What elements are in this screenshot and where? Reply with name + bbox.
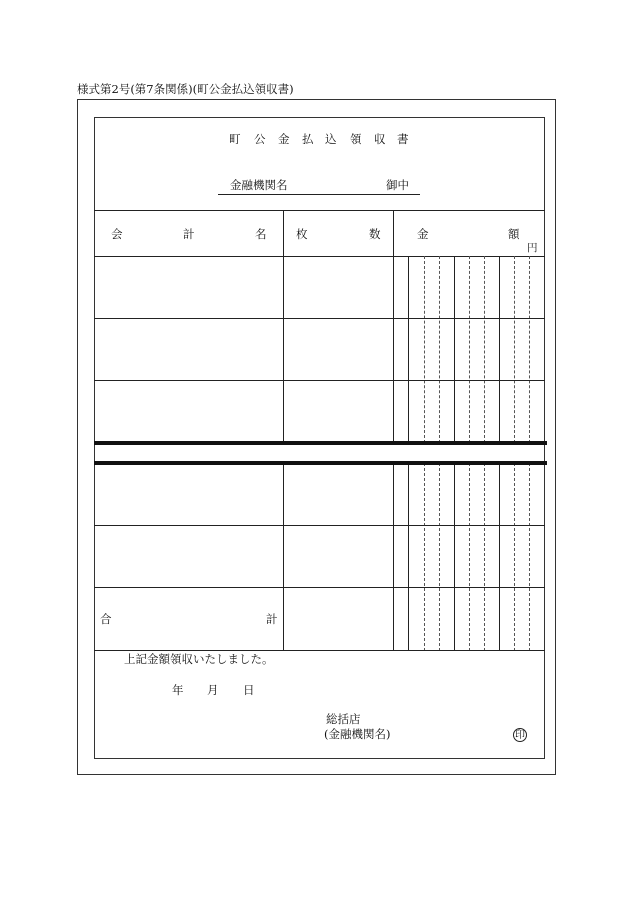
header-count-char: 枚: [296, 227, 308, 241]
row-line: [94, 380, 545, 381]
row-line: [94, 587, 545, 588]
header-bottom-line: [94, 256, 545, 257]
column-divider: [283, 210, 284, 443]
digit-column-line: [439, 463, 440, 651]
date-day-label: 日: [243, 683, 255, 697]
digit-column-line: [514, 256, 515, 443]
branch-label: 総括店: [326, 712, 361, 726]
header-account-char: 計: [183, 227, 195, 241]
receipt-statement: 上記金額領収いたしました。: [124, 652, 274, 666]
branch-bank-name-label: (金融機関名): [324, 727, 391, 741]
title-char: 町: [229, 132, 241, 146]
column-divider: [393, 210, 394, 443]
digit-column-line: [424, 256, 425, 443]
digit-column-line: [408, 463, 409, 651]
digit-column-line: [469, 463, 470, 651]
digit-column-line: [499, 256, 500, 443]
total-label-char: 計: [266, 612, 278, 626]
row-line: [94, 318, 545, 319]
title-char: 収: [374, 132, 386, 146]
addressee-underline: [218, 194, 420, 195]
digit-column-line: [499, 463, 500, 651]
digit-column-line: [408, 256, 409, 443]
digit-column-line: [529, 463, 530, 651]
digit-column-line: [454, 256, 455, 443]
digit-column-line: [484, 256, 485, 443]
row-line: [94, 650, 545, 651]
digit-column-line: [469, 256, 470, 443]
title-char: 金: [278, 132, 290, 146]
title-char: 込: [325, 132, 337, 146]
header-amount-char: 金: [417, 227, 429, 241]
bank-name-label: 金融機関名: [230, 178, 288, 192]
digit-column-line: [424, 463, 425, 651]
seal-icon: 印: [515, 730, 525, 741]
title-char: 払: [302, 132, 314, 146]
column-divider: [283, 463, 284, 651]
digit-column-line: [529, 256, 530, 443]
header-amount-char: 額: [508, 227, 520, 241]
title-char: 書: [397, 132, 409, 146]
digit-column-line: [454, 463, 455, 651]
separator-thick-line: [94, 441, 547, 445]
digit-column-line: [484, 463, 485, 651]
column-divider: [393, 463, 394, 651]
title-char: 公: [254, 132, 266, 146]
form-caption: 様式第2号(第7条関係)(町公金払込領収書): [77, 82, 294, 96]
row-line: [94, 525, 545, 526]
header-count-char: 数: [369, 227, 381, 241]
separator-thick-line: [94, 461, 547, 465]
total-label-char: 合: [100, 612, 112, 626]
date-year-label: 年: [172, 683, 184, 697]
date-month-label: 月: [207, 683, 219, 697]
honorific-label: 御中: [386, 178, 409, 192]
header-top-line: [94, 210, 545, 211]
title-char: 領: [350, 132, 362, 146]
yen-unit-label: 円: [527, 242, 538, 254]
digit-column-line: [514, 463, 515, 651]
header-account-char: 名: [255, 227, 267, 241]
header-account-char: 会: [111, 227, 123, 241]
digit-column-line: [439, 256, 440, 443]
